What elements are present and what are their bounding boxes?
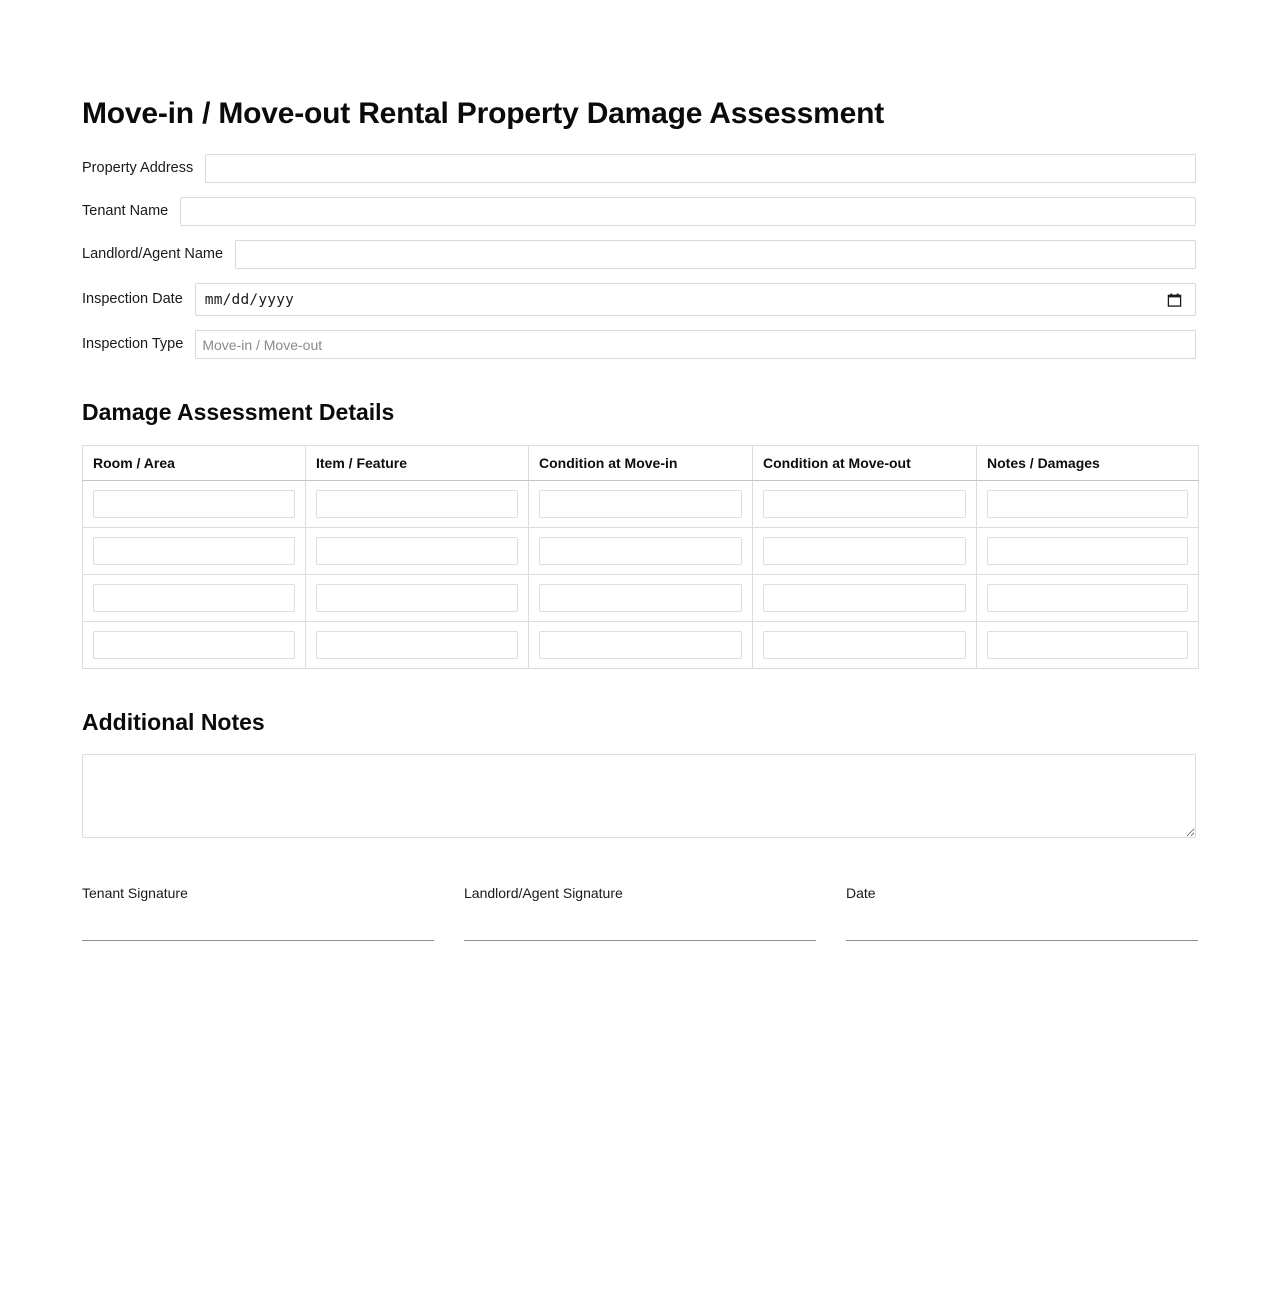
damage-section-heading: Damage Assessment Details bbox=[82, 399, 395, 425]
cell-item-feature bbox=[306, 574, 529, 621]
cell-room-area bbox=[83, 527, 306, 574]
signature-block-date bbox=[846, 884, 1228, 941]
row1-condition-move-in-input[interactable] bbox=[539, 490, 742, 518]
label-tenant-signature: Tenant Signature bbox=[82, 885, 188, 902]
row1-room-area-input[interactable] bbox=[93, 490, 295, 518]
cell-room-area bbox=[83, 480, 306, 527]
landlord-agent-name-input[interactable] bbox=[235, 240, 1196, 269]
column-header-condition-move-out: Condition at Move-out bbox=[753, 445, 977, 480]
signature-date-line[interactable] bbox=[846, 940, 1198, 941]
label-signature-date: Date bbox=[846, 885, 876, 902]
row3-condition-move-in-input[interactable] bbox=[539, 584, 742, 612]
cell-room-area bbox=[83, 621, 306, 668]
page-title: Move-in / Move-out Rental Property Damage Assessment bbox=[82, 97, 885, 130]
row1-notes-damages-input[interactable] bbox=[987, 490, 1188, 518]
table-row bbox=[83, 574, 1199, 621]
control-landlord-agent-name bbox=[235, 240, 1196, 269]
row4-condition-move-in-input[interactable] bbox=[539, 631, 742, 659]
field-row-property-address bbox=[82, 154, 1196, 183]
table-row bbox=[83, 480, 1199, 527]
damage-assessment-table bbox=[82, 445, 1199, 669]
field-row-inspection-type bbox=[82, 330, 1196, 359]
row1-condition-move-out-input[interactable] bbox=[763, 490, 966, 518]
field-row-landlord-name bbox=[82, 240, 1196, 269]
column-header-room-area: Room / Area bbox=[83, 445, 306, 480]
cell-condition-move-out bbox=[753, 621, 977, 668]
calendar-icon[interactable] bbox=[1167, 292, 1182, 307]
cell-item-feature bbox=[306, 480, 529, 527]
table-body bbox=[83, 480, 1199, 668]
label-inspection-date: Inspection Date bbox=[82, 291, 183, 308]
inspection-date-input[interactable] bbox=[195, 283, 1196, 316]
row3-notes-damages-input[interactable] bbox=[987, 584, 1188, 612]
cell-condition-move-in bbox=[529, 527, 753, 574]
table-header-row bbox=[83, 445, 1199, 480]
cell-item-feature bbox=[306, 621, 529, 668]
cell-room-area bbox=[83, 574, 306, 621]
cell-notes-damages bbox=[977, 574, 1199, 621]
signature-block-tenant bbox=[82, 884, 464, 941]
header-form bbox=[82, 154, 1196, 359]
label-landlord-agent-name: Landlord/Agent Name bbox=[82, 246, 224, 263]
table-head bbox=[83, 445, 1199, 480]
row1-item-feature-input[interactable] bbox=[316, 490, 518, 518]
cell-notes-damages bbox=[977, 621, 1199, 668]
additional-notes-textarea[interactable] bbox=[82, 754, 1196, 838]
row2-condition-move-out-input[interactable] bbox=[763, 537, 966, 565]
cell-condition-move-in bbox=[529, 621, 753, 668]
cell-condition-move-out bbox=[753, 480, 977, 527]
control-tenant-name bbox=[180, 197, 1196, 226]
date-placeholder-segments: mm/dd/yyyy bbox=[204, 291, 295, 308]
cell-condition-move-in bbox=[529, 574, 753, 621]
row4-room-area-input[interactable] bbox=[93, 631, 295, 659]
label-property-address: Property Address bbox=[82, 160, 194, 177]
cell-condition-move-out bbox=[753, 527, 977, 574]
cell-condition-move-out bbox=[753, 574, 977, 621]
tenant-name-input[interactable] bbox=[180, 197, 1196, 226]
label-landlord-agent-signature: Landlord/Agent Signature bbox=[464, 885, 623, 902]
column-header-item-feature: Item / Feature bbox=[306, 445, 529, 480]
signature-row bbox=[82, 884, 1196, 941]
column-header-condition-move-in: Condition at Move-in bbox=[529, 445, 753, 480]
field-row-tenant-name bbox=[82, 197, 1196, 226]
row3-room-area-input[interactable] bbox=[93, 584, 295, 612]
control-inspection-type bbox=[195, 330, 1196, 359]
cell-notes-damages bbox=[977, 527, 1199, 574]
table-row bbox=[83, 527, 1199, 574]
control-inspection-date bbox=[195, 283, 1196, 316]
row2-room-area-input[interactable] bbox=[93, 537, 295, 565]
cell-item-feature bbox=[306, 527, 529, 574]
row3-item-feature-input[interactable] bbox=[316, 584, 518, 612]
property-address-input[interactable] bbox=[205, 154, 1196, 183]
column-header-notes-damages: Notes / Damages bbox=[977, 445, 1199, 480]
row2-item-feature-input[interactable] bbox=[316, 537, 518, 565]
signature-block-landlord bbox=[464, 884, 846, 941]
control-property-address bbox=[205, 154, 1196, 183]
label-inspection-type: Inspection Type bbox=[82, 336, 184, 353]
tenant-signature-line[interactable] bbox=[82, 940, 434, 941]
landlord-agent-signature-line[interactable] bbox=[464, 940, 816, 941]
cell-notes-damages bbox=[977, 480, 1199, 527]
row2-condition-move-in-input[interactable] bbox=[539, 537, 742, 565]
row4-condition-move-out-input[interactable] bbox=[763, 631, 966, 659]
row4-item-feature-input[interactable] bbox=[316, 631, 518, 659]
row3-condition-move-out-input[interactable] bbox=[763, 584, 966, 612]
cell-condition-move-in bbox=[529, 480, 753, 527]
additional-notes-heading: Additional Notes bbox=[82, 708, 265, 735]
field-row-inspection-date bbox=[82, 283, 1196, 316]
label-tenant-name: Tenant Name bbox=[82, 203, 169, 220]
table-row bbox=[83, 621, 1199, 668]
row2-notes-damages-input[interactable] bbox=[987, 537, 1188, 565]
inspection-type-input[interactable] bbox=[195, 330, 1196, 359]
row4-notes-damages-input[interactable] bbox=[987, 631, 1188, 659]
